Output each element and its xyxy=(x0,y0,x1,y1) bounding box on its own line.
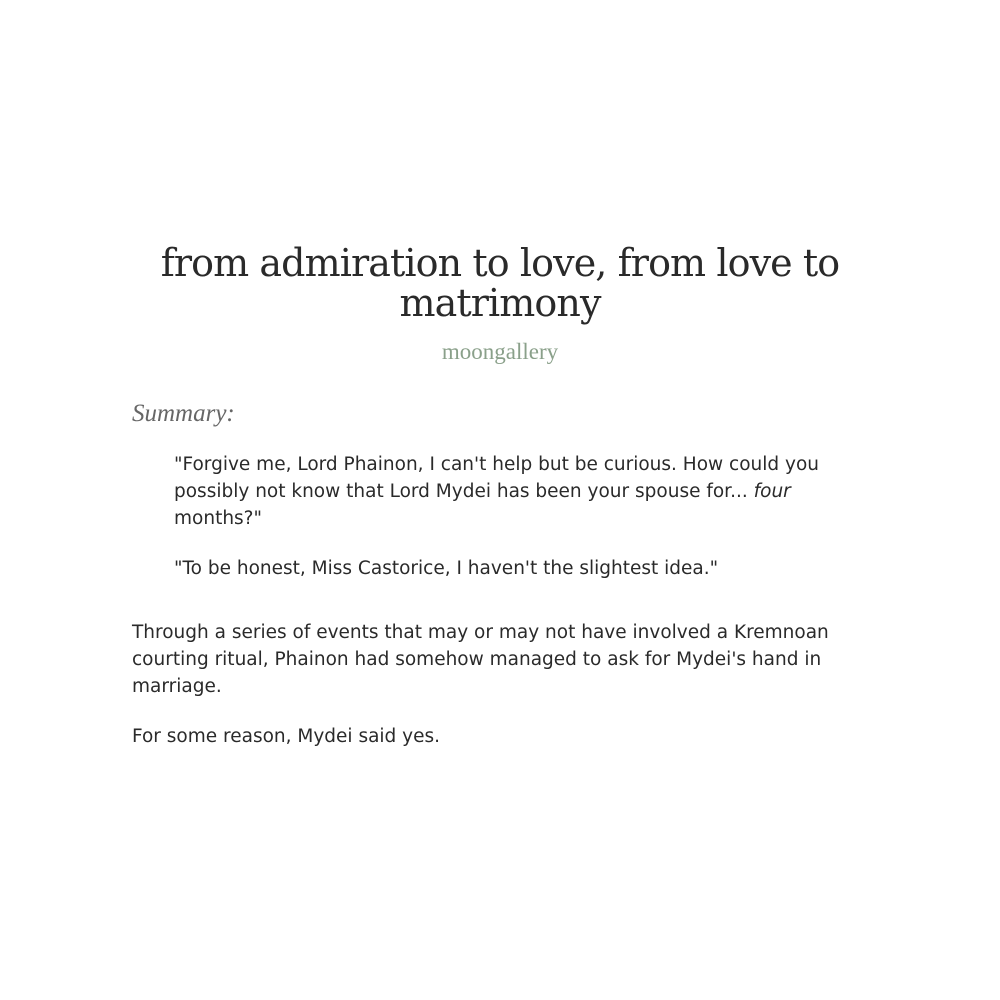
quote-text-end: months?" xyxy=(174,508,263,529)
summary-blockquote xyxy=(174,451,844,582)
quote-paragraph-1 xyxy=(174,451,844,532)
quote-paragraph-2: "To be honest, Miss Castorice, I haven't the slightest idea." xyxy=(174,558,719,579)
summary-body xyxy=(132,619,837,750)
quote-text-start: "Forgive me, Lord Phainon, I can't help but be curious. How could you possibly not know that Lord Mydei has been your spouse for... xyxy=(174,454,820,502)
work-header xyxy=(0,243,1000,366)
summary-paragraph-2: For some reason, Mydei said yes. xyxy=(132,726,441,747)
quote-emphasis: four xyxy=(753,481,791,502)
author-link[interactable]: moongallery xyxy=(441,339,559,364)
summary-block xyxy=(132,398,852,750)
work-title: from admiration to love, from love to matrimony xyxy=(160,241,840,325)
summary-paragraph-1: Through a series of events that may or may not have involved a Kremnoan courting ritual, Phainon had somehow managed to ask for Mydei's hand in marriage. xyxy=(132,622,829,697)
summary-heading: Summary: xyxy=(132,400,235,427)
